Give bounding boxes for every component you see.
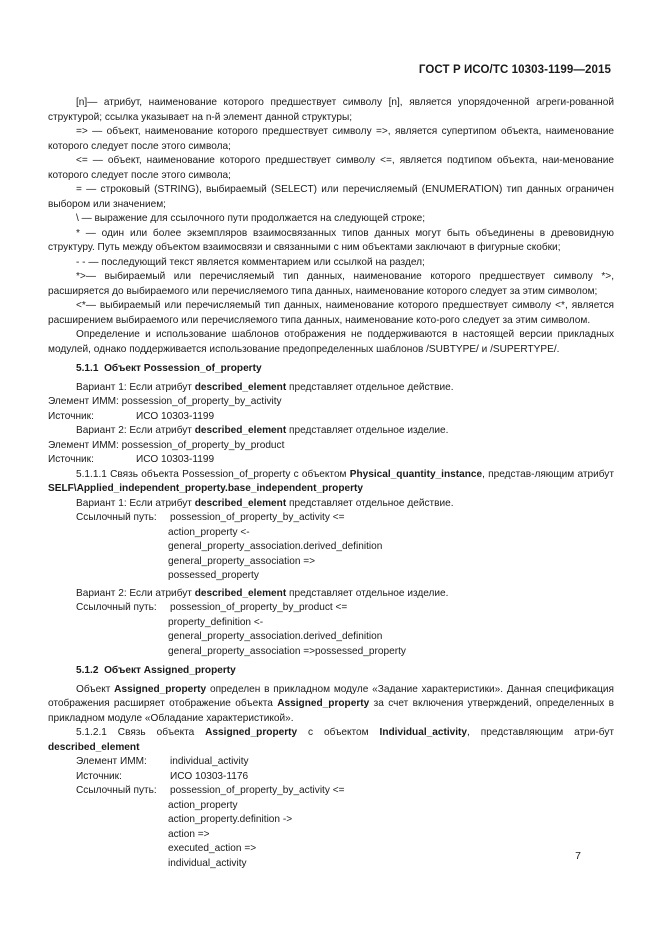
def-comment: - - — последующий текст является комментарием или ссылкой на раздел; (76, 256, 425, 268)
path-line: action_property (168, 799, 238, 811)
arm-element-row: Элемент ИММ: individual_activity (76, 756, 249, 767)
path-line: general_property_association => (168, 555, 316, 567)
def-asterisk: * — один или более экземпляров взаимосвязанных типов данных могут быть объединены в древовидную структуру. Путь между объектом взаимосвязи и связанными с ним объектами заключают в фигурные скобки; (48, 227, 614, 253)
variant-2: Вариант 2: Если атрибут described_element представляет отдельное изделие. (76, 425, 449, 436)
assigned-property-paragraph: Объект Assigned_property определен в прикладном модуле «Задание характеристики». Данная спецификация отображения расширяет отображение объекта Assigned_property за счет включения утверждений, определенных в прикладном модуле «Обладание характеристикой». (48, 683, 615, 724)
path-line: general_property_association.derived_definition (168, 631, 383, 642)
mapping-5-1-2-1: 5.1.2.1 Связь объекта Assigned_property с объектом Individual_activity, представляющим атри-бут described_element (48, 727, 614, 753)
path-line: action_property <- (168, 526, 250, 538)
def-equal: = — строковый (STRING), выбираемый (SELECT) или перечисляемый (ENUMERATION) тип данных ограничен выбором или значением; (48, 184, 614, 210)
section-title: Объект Possession_of_property (104, 363, 262, 374)
page-number: 7 (575, 850, 581, 862)
section-heading-5-1-1 (48, 362, 614, 377)
path-line: property_definition <- (168, 616, 264, 628)
def-extends: *>— выбираемый или перечисляемый тип данных, наименование которого предшествует символу *>, расширяется до выбираемого или перечисляемого типа данных, наименование которого следует за этим символом; (48, 271, 614, 297)
section-title: Объект Assigned_property (104, 665, 236, 676)
arm-element-row: Элемент ИММ: possession_of_property_by_activity (48, 396, 282, 407)
variant-2: Вариант 2: Если атрибут described_element представляет отдельное изделие. (76, 587, 449, 599)
section-heading-5-1-2 (48, 664, 614, 679)
templates-note: Определение и использование шаблонов отображения не поддерживаются в настоящей версии прикладных модулей, однако поддерживается использование предопределенных шаблонов /SUBTYPE/ и /SUPERTYPE/. (48, 329, 614, 355)
section-number: 5.1.2 (76, 665, 99, 676)
def-aggregate: [n]— атрибут, наименование которого предшествует символу [n], является упорядоченной агреги-рованной структурой; ссылка указывает на n-й элемент данной структуры; (48, 97, 614, 123)
reference-path-row: Ссылочный путь: possession_of_property_by_product <= (76, 602, 348, 613)
path-line: action => (168, 828, 210, 840)
def-subtype: <= — объект, наименование которого предшествует символу <=, является подтипом объекта, наи-менование которого следует после этого символа; (48, 155, 614, 181)
mapping-5-1-1-1: 5.1.1.1 Связь объекта Possession_of_property с объектом Physical_quantity_instance, представ-ляющим атрибут SELF\Applied_independent_property.base_independent_property (48, 468, 614, 494)
source-row: Источник: ИСО 10303-1176 (76, 770, 249, 782)
source-row: Источник: ИСО 10303-1199 (48, 410, 215, 422)
def-backslash: \ — выражение для ссылочного пути продолжается на следующей строке; (76, 213, 426, 224)
def-supertype: => — объект, наименование которого предшествует символу =>, является супертипом объекта, наименование которого следует после этого символа; (48, 126, 614, 152)
path-line: individual_activity (168, 857, 247, 869)
def-extension: <*— выбираемый или перечисляемый тип данных, наименование которого предшествует символу <*, является расширением выбираемого или перечисляемого типа данных, наименование кото-рого следует за этим символом. (48, 300, 614, 326)
section-number: 5.1.1 (76, 363, 99, 374)
path-line: general_property_association.derived_definition (168, 541, 383, 552)
path-line: executed_action => (168, 843, 257, 854)
reference-path-row: Ссылочный путь: possession_of_property_by_activity <= (76, 512, 345, 523)
variant-1: Вариант 1: Если атрибут described_element представляет отдельное действие. (76, 497, 454, 509)
document-header: ГОСТ Р ИСО/ТС 10303-1199—2015 (418, 64, 611, 76)
path-line: possessed_property (168, 570, 259, 581)
arm-element-row: Элемент ИММ: possession_of_property_by_product (48, 439, 285, 451)
page-content (48, 96, 614, 871)
reference-path-row: Ссылочный путь: possession_of_property_by_activity <= (76, 785, 345, 796)
path-line: general_property_association =>possessed_property (168, 645, 406, 657)
path-line: action_property.definition -> (168, 814, 293, 825)
variant-1: Вариант 1: Если атрибут described_element представляет отдельное действие. (76, 381, 454, 393)
source-row: Источник: ИСО 10303-1199 (48, 454, 215, 465)
